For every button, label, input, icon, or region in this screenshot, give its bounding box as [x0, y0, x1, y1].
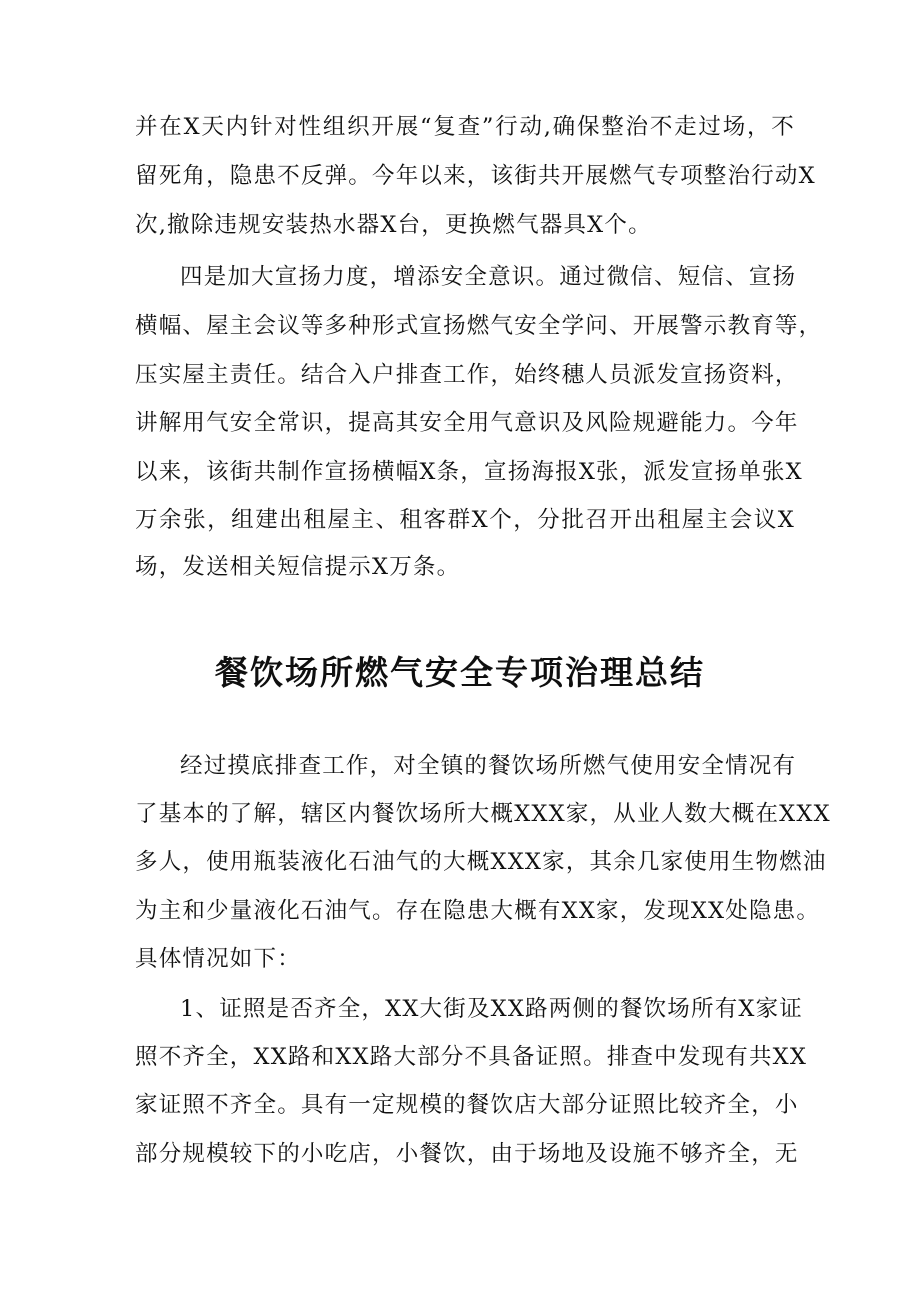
text-line: 以来，该街共制作宣扬横幅X条，宣扬海报X张，派发宣扬单张X	[135, 459, 803, 485]
text-line: 具体情况如下：	[135, 946, 301, 972]
text-line: 部分规模较下的小吃店，小餐饮，由于场地及设施不够齐全，无	[135, 1141, 799, 1167]
text-line: 场，发送相关短信提示X万条。	[135, 554, 461, 580]
text-line: 了基本的了解，辖区内餐饮场所大概XXX家，从业人数大概在XXX	[135, 801, 831, 827]
section-title: 餐饮场所燃气安全专项治理总结	[215, 653, 705, 692]
text-line: 为主和少量液化石油气。存在隐患大概有XX家，发现XX处隐患。	[135, 898, 821, 924]
text-line: 家证照不齐全。具有一定规模的餐饮店大部分证照比较齐全，小	[135, 1092, 799, 1118]
text-line: 横幅、屋主会议等多种形式宣扬燃气安全学问、开展警示教育等，	[135, 313, 823, 339]
text-line: 次,撤除违规安装热水器X台，更换燃气器具X个。	[135, 212, 652, 238]
text-line: 压实屋主责任。结合入户排查工作，始终穗人员派发宣扬资料，	[135, 362, 799, 388]
text-line: 1、证照是否齐全，XX大街及XX路两侧的餐饮场所有X家证	[180, 996, 804, 1022]
text-line: 多人，使用瓶装液化石油气的大概XXX家，其余几家使用生物燃油	[135, 849, 827, 875]
text-line: 留死角，隐患不反弹。今年以来，该街共开展燃气专项整治行动X	[135, 163, 816, 189]
text-line: 并在X天内针对性组织开展“复查”行动,确保整治不走过场，不	[135, 114, 795, 140]
text-line: 经过摸底排查工作，对全镇的餐饮场所燃气使用安全情况有	[180, 753, 797, 779]
text-line: 万余张，组建出租屋主、租客群X个，分批召开出租屋主会议X	[135, 507, 795, 533]
text-line: 照不齐全，XX路和XX路大部分不具备证照。排查中发现有共XX	[135, 1044, 808, 1070]
text-line: 讲解用气安全常识，提高其安全用气意识及风险规避能力。今年	[135, 410, 799, 436]
text-line: 四是加大宣扬力度，增添安全意识。通过微信、短信、宣扬	[180, 264, 797, 290]
